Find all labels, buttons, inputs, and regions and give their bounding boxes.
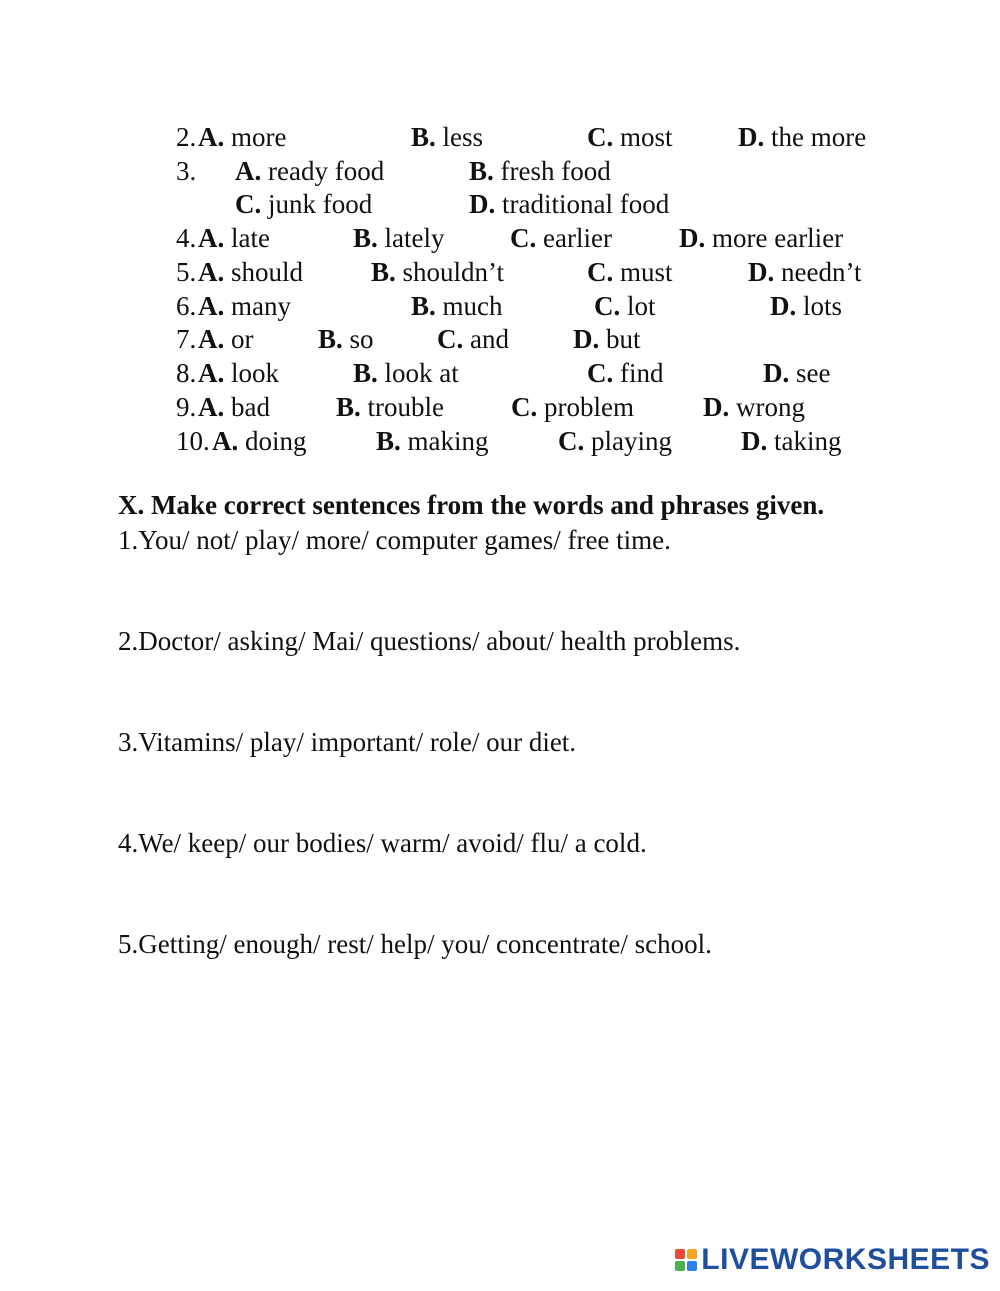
option-c: C. earlier <box>510 223 612 253</box>
question-number: 5. <box>176 257 197 287</box>
option-c: C. problem <box>511 392 634 422</box>
option-a: A. many <box>198 291 291 321</box>
logo-square <box>675 1249 685 1259</box>
option-d: D. see <box>763 358 831 388</box>
option-d: D. wrong <box>703 392 805 422</box>
option-d: D. lots <box>770 291 843 321</box>
question-number: 8. <box>176 358 197 388</box>
question-number: 9. <box>176 392 197 422</box>
sentence-prompt-1: 1.You/ not/ play/ more/ computer games/ free time. <box>118 525 671 555</box>
liveworksheets-logo <box>675 1243 990 1277</box>
option-b: B. look at <box>353 358 459 388</box>
option-a: A. or <box>198 324 254 354</box>
logo-square <box>687 1249 697 1259</box>
question-number: 7. <box>176 324 197 354</box>
option-c: C. must <box>587 257 673 287</box>
option-d: D. more earlier <box>679 223 844 253</box>
option-a: A. doing <box>212 426 307 456</box>
option-b: B. shouldn’t <box>371 257 505 287</box>
option-d: D. but <box>573 324 641 354</box>
option-d: D. taking <box>741 426 842 456</box>
section-heading: X. Make correct sentences from the words and phrases given. <box>118 490 825 520</box>
option-b: B. fresh food <box>469 156 611 186</box>
option-d: D. the more <box>738 122 867 152</box>
option-c: C. playing <box>558 426 672 456</box>
option-a: A. look <box>198 358 280 388</box>
option-d: D. traditional food <box>469 189 670 219</box>
sentence-prompt-4: 4.We/ keep/ our bodies/ warm/ avoid/ flu/ a cold. <box>118 828 647 858</box>
question-number: 4. <box>176 223 197 253</box>
option-b: B. less <box>411 122 484 152</box>
logo-square <box>675 1261 685 1271</box>
logo-square <box>687 1261 697 1271</box>
option-b: B. lately <box>353 223 445 253</box>
question-number: 2. <box>176 122 197 152</box>
option-c: C. junk food <box>235 189 373 219</box>
option-a: A. more <box>198 122 287 152</box>
option-a: A. bad <box>198 392 270 422</box>
option-d: D. needn’t <box>748 257 862 287</box>
sentence-prompt-2: 2.Doctor/ asking/ Mai/ questions/ about/ health problems. <box>118 626 741 656</box>
question-number: 10. <box>176 426 210 456</box>
option-b: B. so <box>318 324 374 354</box>
logo-mark-icon <box>675 1249 697 1271</box>
sentence-prompt-3: 3.Vitamins/ play/ important/ role/ our diet. <box>118 727 577 757</box>
option-a: A. ready food <box>235 156 385 186</box>
logo-text: LIVEWORKSHEETS <box>701 1243 990 1276</box>
option-c: C. and <box>437 324 509 354</box>
option-a: A. late <box>198 223 270 253</box>
option-a: A. should <box>198 257 304 287</box>
question-number: 6. <box>176 291 197 321</box>
option-b: B. making <box>376 426 489 456</box>
option-c: C. find <box>587 358 664 388</box>
option-c: C. most <box>587 122 673 152</box>
option-b: B. much <box>411 291 503 321</box>
option-b: B. trouble <box>336 392 444 422</box>
sentence-prompt-5: 5.Getting/ enough/ rest/ help/ you/ concentrate/ school. <box>118 929 712 959</box>
option-c: C. lot <box>594 291 656 321</box>
question-number: 3. <box>176 156 197 186</box>
